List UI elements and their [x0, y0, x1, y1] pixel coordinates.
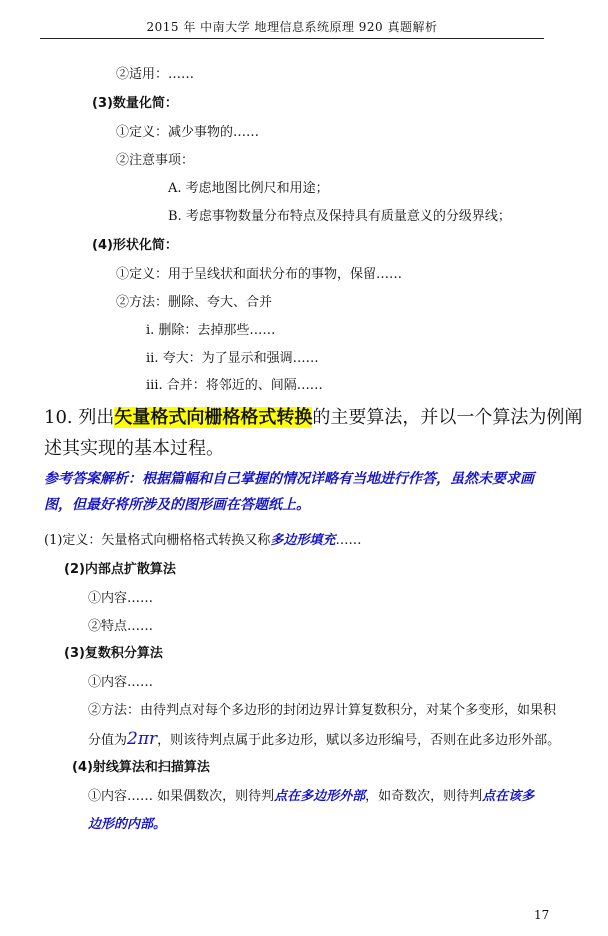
text-line: B. 考虑事物数量分布特点及保持具有质量意义的分级界线；	[168, 209, 511, 224]
definition-tail: ……	[335, 533, 362, 548]
question-suffix: 的主要算法，并以一个算法为例阐	[312, 407, 583, 428]
text-line: ⅱ. 夸大：为了显示和强调……	[146, 351, 319, 366]
emphasis-inside: 点在该多	[482, 789, 535, 804]
question-prefix: 10. 列出	[44, 407, 115, 428]
text-line	[44, 532, 361, 550]
section-heading: (3)复数积分算法	[64, 646, 163, 661]
text-line: ②方法：由待判点对每个多边形的封闭边界计算复数积分，对某个多变形，如果积	[88, 703, 557, 718]
math-expression: 2πr	[127, 729, 158, 749]
text-line	[88, 730, 560, 750]
page-number: 17	[534, 908, 550, 922]
method-text-post: ，则该待判点属于此多边形，赋以多边形编号，否则在此多边形外部。	[157, 733, 561, 748]
section-heading: (4)形状化简：	[92, 238, 178, 253]
text-line: ②特点……	[88, 619, 154, 634]
text-line: ⅰ. 删除：去掉那些……	[146, 323, 276, 338]
definition-text: (1)定义：矢量格式向栅格格式转换又称	[44, 533, 271, 548]
text-line: ①定义：减少事物的……	[116, 125, 260, 140]
page-header: 2015 年 中南大学 地理信息系统原理 920 真题解析	[146, 20, 438, 34]
text-line: A. 考虑地图比例尺和用途；	[168, 181, 329, 196]
question-highlight: 矢量格式向栅格格式转换	[114, 407, 313, 428]
answer-note: 参考答案解析：根据篇幅和自己掌握的情况详略有当地进行作答，虽然未要求画图，但最好将所涉及的图形画在答题纸上。	[44, 471, 534, 513]
text-line: ②注意事项：	[116, 153, 195, 168]
text-line: ①内容……	[88, 675, 154, 690]
text-line: ②适用：……	[116, 67, 195, 82]
definition-term: 多边形填充	[270, 533, 336, 548]
text-line: ②方法：删除、夸大、合并	[116, 295, 273, 310]
content-text-pre: ①内容…… 如果偶数次，则待判	[88, 789, 275, 804]
header-divider	[40, 38, 544, 39]
text-line: ⅲ. 合并：将邻近的、间隔……	[146, 378, 323, 393]
section-heading: (3)数量化简：	[92, 96, 178, 111]
emphasis-outside: 点在多边形外部	[274, 789, 366, 804]
section-heading: (4)射线算法和扫描算法	[72, 760, 210, 775]
text-line: ①定义：用于呈线状和面状分布的事物，保留……	[116, 267, 403, 282]
text-line: ①内容……	[88, 591, 154, 606]
question-title	[44, 405, 582, 431]
question-title-line2: 述其实现的基本过程。	[44, 438, 224, 459]
text-line	[88, 788, 534, 806]
content-text-mid: ，如奇数次，则待判	[365, 789, 483, 804]
section-heading: (2)内部点扩散算法	[64, 562, 176, 577]
emphasis-continuation: 边形的内部。	[88, 817, 167, 832]
method-text-pre: 分值为	[88, 733, 128, 748]
